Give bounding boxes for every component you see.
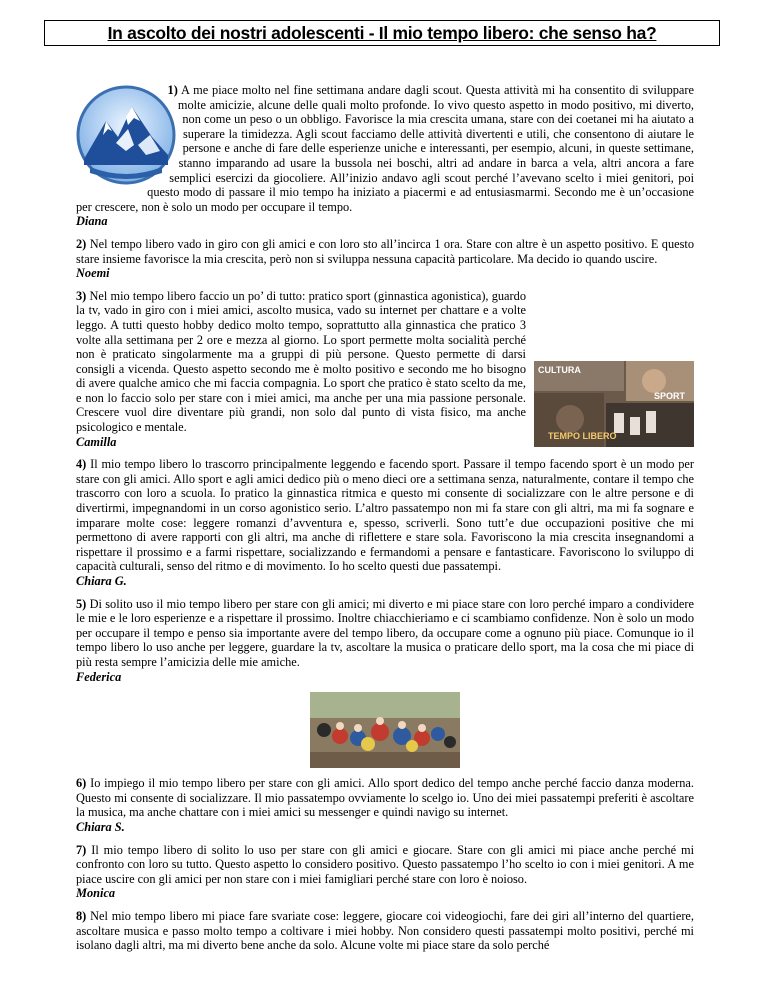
entry-author: Federica — [76, 669, 122, 684]
page-title: In ascolto dei nostri adolescenti - Il mio tempo libero: che senso ha? — [107, 23, 657, 43]
entry-author: Noemi — [76, 266, 110, 281]
entry-number: 3) — [76, 288, 87, 303]
entry-text: Il mio tempo libero lo trascorro principalmente leggendo e facendo sport. Passare il tempo facendo sport è un modo per stare con gli amici. Allo sport e agli amici dedico più o meno dieci ore a settimana senza, naturalmente, contare il tempo che trascorro con loro a scuola. Io pratico la ginnastica ritmica e questo mi consente di socializzare con le altre persone e di divertirmi, impegnandomi in un corso agonistico serio. L’altro passatempo non mi fa stare con gli altri, ma mi fa sognare e imparare molte cose: leggere romanzi d’avventura e, spesso, scriverli. Sono tutt’e due occupazioni positive che mi permettono di avere rapporti con gli altri, ma anche di riflettere e stare sola. Favoriscono la mia crescita insegnandomi a rispettare il prossimo e a farmi rispettare, socializzando e fermandomi a pensare e fantasticare. Favoriscono lo sviluppo di capacità culturali, senso del ritmo e di movimento. Io ho scelto questi due passatempi. — [76, 457, 694, 574]
entry-text: Io impiego il mio tempo libero per stare con gli amici. Allo sport dedico del tempo anche perché faccio danza moderna. Questo mi consente di socializzare. Il mio passatempo ovviamente lo scelgo io. Uno dei miei passatempi preferiti è ascoltare la musica, ma anche chattare con i miei amici su messenger e quindi navigo su internet. — [76, 776, 694, 820]
entry-number: 7) — [76, 842, 87, 857]
page-title-box — [44, 20, 720, 46]
scout-emblem-image — [76, 85, 176, 185]
entry-text: Il mio tempo libero di solito lo uso per stare con gli amici e giocare. Stare con gli amici mi piace anche perché mi confronto con loro su tutto. Questo aspetto lo considero positivo. Questo passatempo l’ho scelto io con i miei genitori. A me piace uscire con gli amici per non stare con i miei famigliari perché stare con loro è noioso. — [76, 842, 694, 886]
entry-number: 8) — [76, 908, 87, 923]
entry-number: 1) — [167, 83, 178, 97]
entry-5 — [76, 597, 694, 685]
entry-text: Nel tempo libero vado in giro con gli amici e con loro sto all’incirca 1 ora. Stare con altre è un aspetto positivo. E questo stare insieme favorisce la mia crescita, però non si sviluppa nessuna capacità particolare. Ma decido io quando uscire. — [76, 236, 694, 266]
entry-number: 2) — [76, 236, 87, 251]
entry-author: Camilla — [76, 434, 117, 449]
entry-8 — [76, 909, 694, 953]
entry-number: 5) — [76, 596, 87, 611]
entry-2 — [76, 237, 694, 281]
entry-author: Monica — [76, 886, 116, 901]
entry-3 — [76, 289, 694, 450]
entry-text: A me piace molto nel fine settimana andare dagli scout. Questa attività mi ha consentito di sviluppare molte amicizie, alcune delle quali molto profonde. Io vivo questo aspetto in modo positivo, mi diverto, non come un peso o un obbligo. Favorisce la mia crescita umana, stare con dei coetanei mi ha aiutato a superare la timidezza. Agli scout facciamo delle attività divertenti e utili, che consentono di aiutare le persone e anche di fare delle esperienze uniche e interessanti, per esempio, alcuni, in queste settimane, stanno imparando ad usare la bussola nei boschi, altri ad andare in barca a vela, altri ancora a fare semplici esercizi da giocoliere. All’inizio andavo agli scout perché l’avevano scelto i miei genitori, poi questo modo di passare il mio tempo ha iniziato a piacermi e ad entusiasmarmi. Secondo me è un’occasione per crescere, non è solo un modo per occupare il tempo. — [76, 83, 694, 214]
entry-author: Chiara G. — [76, 574, 127, 588]
collage-label-tempo-libero: TEMPO LIBERO — [548, 430, 617, 441]
collage-label-sport: SPORT — [654, 390, 686, 401]
entry-text: Nel mio tempo libero mi piace fare svariate cose: leggere, giocare coi videogiochi, fare dei giri all’interno del quartiere, ascoltare musica e passo molto tempo a coltivare i miei hobby. Non considero questi passatempi molto positivi, perché mi isolano dagli altri, ma mi diverto bene anche da solo. Alcune volte mi piace stare da solo perché — [76, 908, 694, 953]
entry-4 — [76, 457, 694, 588]
entry-7 — [76, 843, 694, 901]
entry-6 — [76, 776, 694, 834]
group-photo-image — [310, 692, 460, 768]
activities-collage-image — [534, 361, 694, 447]
entry-1 — [76, 83, 694, 229]
entry-text: Di solito uso il mio tempo libero per stare con gli amici; mi diverto e mi piace stare con loro perché imparo a condividere le mie e le loro esperienze e a rispettare il prossimo. Inoltre chiacchieriamo e ci scambiamo confidenze. Non è solo un modo per occupare il tempo e penso sia importante avere del tempo libero, da occupare come a ognuno più piace. Comunque io il tempo libero lo uso anche per leggere, guardare la tv, ascoltare la musica o praticare dello sport, ma la cosa che mi piace di più resta sempre l’amicizia delle mie amiche. — [76, 596, 694, 669]
entry-author: Diana — [76, 214, 108, 229]
entry-text: Nel mio tempo libero faccio un po’ di tutto: pratico sport (ginnastica agonistica), guardo la tv, vado in giro con i miei amici, ascolto musica, vado su internet per chattare e a volte leggo. A tutti questo hobby dedico molto tempo, soprattutto alla ginnastica che pratico 3 volte alla settimana per 2 ore e mezza al giorno. Lo sport permette molta socialità perché non è praticato singolarmente ma a gruppi di più persone. Questo permette di darsi consigli a vicenda. Questo aspetto secondo me è molto positivo e secondo me ho bisogno di avere qualche amico che mi faccia compagnia. Lo sport che pratico è stato scelto da me, e non lo faccio solo per stare con i miei amici, ma anche per una mia passione personale. Crescere vuol dire diventare più grandi, non solo dal punto di vista fisico, ma anche psicologico e mentale. — [76, 288, 526, 435]
collage-label-cultura: CULTURA — [538, 364, 581, 375]
document-body — [76, 83, 694, 961]
entry-number: 4) — [76, 457, 87, 472]
entry-author: Chiara S. — [76, 819, 125, 834]
entry-number: 6) — [76, 776, 87, 791]
